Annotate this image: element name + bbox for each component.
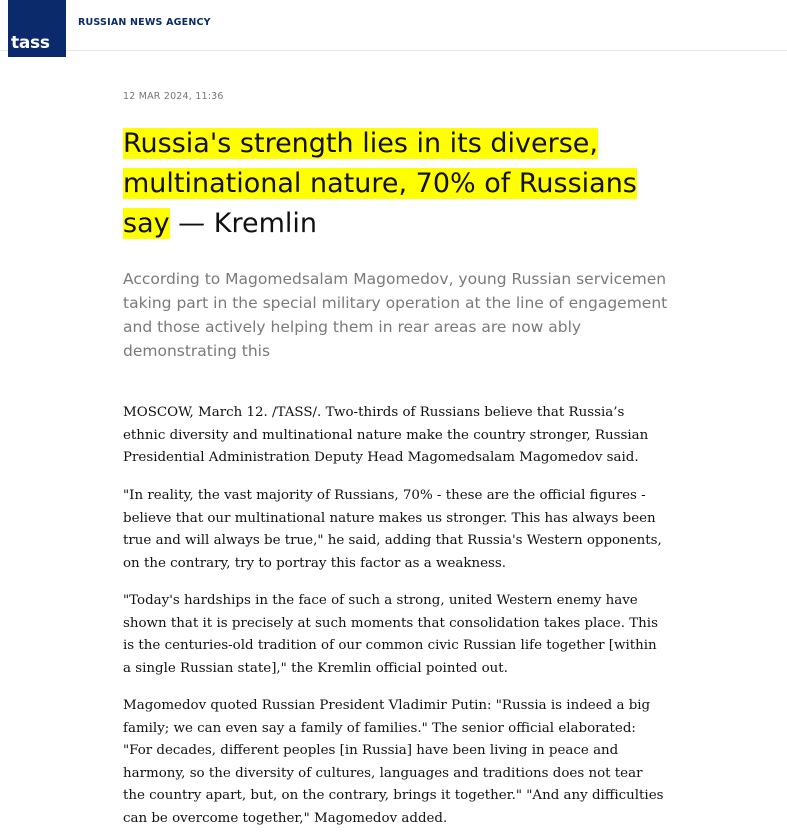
tass-logo[interactable] (8, 0, 66, 57)
article-paragraph: "In reality, the vast majority of Russians, 70% - these are the official figures - believe that our multinational nature makes us stronger. This has always been true and will always be true," he said, adding that Russia's Western opponents, on the contrary, try to portray this factor as a weakness. (123, 488, 662, 571)
logo-text: tass (11, 33, 50, 53)
article-paragraph: MOSCOW, March 12. /TASS/. Two-thirds of Russians believe that Russia’s ethnic diversity and multinational nature make the country stronger, Russian Presidential Administration Deputy Head Magomedsalam Magomedov said. (123, 405, 649, 465)
article-headline (123, 124, 673, 244)
article-paragraph: "Today's hardships in the face of such a strong, united Western enemy have shown that it is precisely at such moments that consolidation takes place. This is the centuries-old tradition of our common civic Russian life together [within a single Russian state]," the Kremlin official pointed out. (123, 593, 658, 676)
agency-name: RUSSIAN NEWS AGENCY (78, 17, 211, 28)
article-paragraph: Magomedov quoted Russian President Vladimir Putin: "Russia is indeed a big family; we can even say a family of families." The senior official elaborated: "For decades, different peoples [in Russia] have been living in peace and harmony, so the diversity of cultures, languages and traditions does not tear the country apart, but, on the contrary, brings it together." "And any difficulties can be overcome together," Magomedov added. (123, 698, 664, 826)
headline-rest-text: — Kremlin (169, 208, 317, 239)
article-lead: According to Magomedsalam Magomedov, young Russian servicemen taking part in the special military operation at the line of engagement and those actively helping them in rear areas are now ably demonstrating this (123, 270, 668, 360)
article-date: 12 MAR 2024, 11:36 (123, 91, 224, 102)
site-header (0, 0, 787, 51)
highlighted-headline-text: Russia's strength lies in its diverse, multinational nature, 70% of Russians say (123, 128, 637, 239)
